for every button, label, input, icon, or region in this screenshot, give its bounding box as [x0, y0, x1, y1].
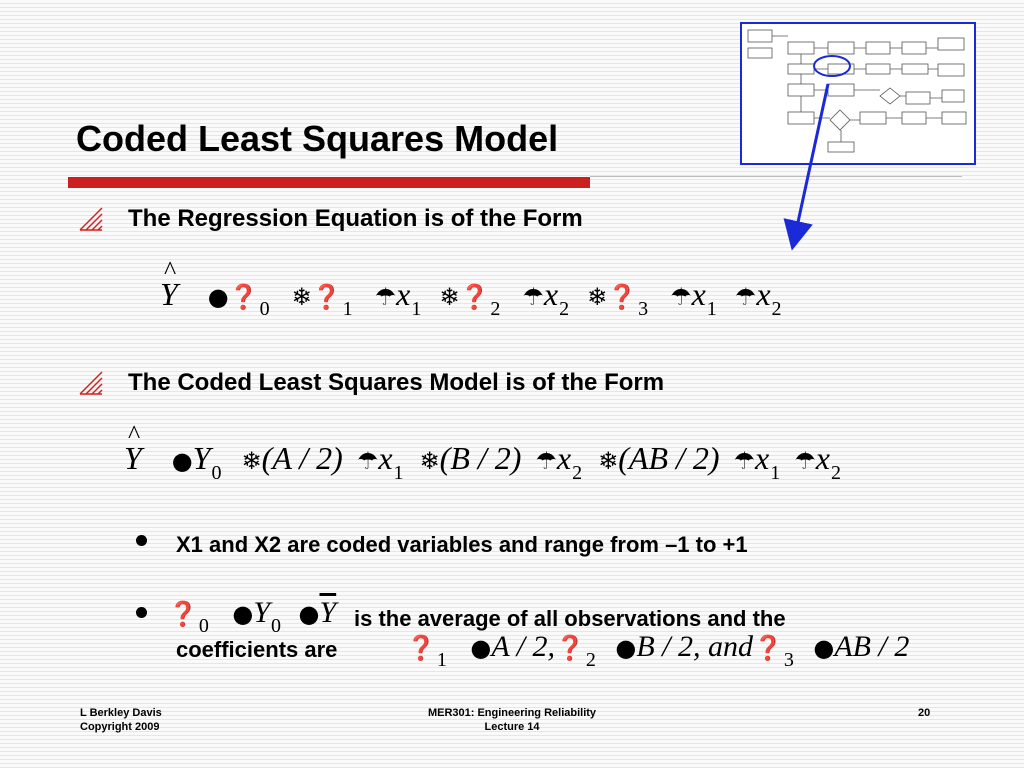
- flowchart-thumbnail-drawing: [742, 24, 974, 163]
- y0-term: Y: [253, 596, 271, 629]
- y-bar: $\overline{Y}$: [319, 596, 337, 629]
- beta-symbol-icon: ❓: [459, 283, 490, 311]
- times-symbol-icon: ☂: [356, 447, 379, 475]
- x-index-2: 2: [572, 462, 583, 484]
- b-half-and: B / 2, and: [636, 630, 753, 663]
- bullet-coded-model: The Coded Least Squares Model is of the Form: [128, 369, 665, 396]
- beta-symbol-icon: ❓: [168, 600, 198, 628]
- times-symbol-icon: ☂: [794, 447, 816, 475]
- title-divider-rule: [590, 176, 962, 177]
- x-index-1: 1: [393, 462, 404, 484]
- equals-symbol-icon: ●: [298, 600, 320, 628]
- flowchart-thumbnail: [740, 22, 976, 165]
- beta-symbol-icon: ❓: [311, 283, 342, 311]
- y0-term: Y: [192, 440, 211, 476]
- x-variable: x: [556, 440, 572, 476]
- y0-subscript: 0: [271, 615, 282, 637]
- index-3: 3: [638, 298, 649, 320]
- plus-symbol-icon: ❄: [241, 447, 262, 475]
- beta0-definition: [168, 596, 336, 638]
- beta-symbol-icon: ❓: [228, 283, 259, 311]
- hatch-bullet-icon: [78, 206, 104, 232]
- footer-course: [412, 706, 612, 734]
- beta-symbol-icon: ❓: [406, 634, 436, 662]
- sub-bullet-dot: [136, 607, 147, 618]
- a-half: A / 2,: [491, 630, 555, 663]
- times-symbol-icon: ☂: [734, 283, 757, 311]
- footer-copyright: Copyright 2009: [80, 721, 160, 733]
- equals-symbol-icon: ●: [207, 283, 229, 311]
- y-hat: ^ Y: [124, 440, 142, 477]
- x-variable: x: [756, 276, 771, 312]
- title-underline-bar: [68, 177, 590, 188]
- sub-bullet-average-text: is the average of all observations and the: [354, 606, 786, 631]
- times-symbol-icon: ☂: [522, 283, 544, 311]
- term-ab-half: (AB / 2): [618, 440, 720, 476]
- x-index-1: 1: [770, 462, 781, 484]
- x-index-2: 2: [830, 462, 841, 484]
- x-variable: x: [755, 440, 770, 476]
- footer-author: [80, 706, 162, 734]
- beta-symbol-icon: ❓: [554, 634, 585, 662]
- x-variable: x: [543, 276, 559, 312]
- times-symbol-icon: ☂: [670, 283, 692, 311]
- term-a-half: (A / 2): [261, 440, 343, 476]
- coefficients-definition: [406, 630, 909, 672]
- y0-subscript: 0: [211, 462, 222, 484]
- equals-symbol-icon: ●: [232, 600, 254, 628]
- x-index-2: 2: [559, 298, 570, 320]
- times-symbol-icon: ☂: [733, 447, 756, 475]
- plus-symbol-icon: ❄: [439, 283, 460, 311]
- index-0: 0: [259, 298, 270, 320]
- plus-symbol-icon: ❄: [598, 447, 619, 475]
- equals-symbol-icon: ●: [615, 634, 637, 662]
- x-variable: x: [815, 440, 830, 476]
- equals-symbol-icon: ●: [470, 634, 492, 662]
- y-hat: ^ Y: [160, 276, 178, 313]
- footer-author-name: L Berkley Davis: [80, 707, 162, 719]
- beta-symbol-icon: ❓: [607, 283, 638, 311]
- index-1: 1: [342, 298, 353, 320]
- equals-symbol-icon: ●: [171, 447, 193, 475]
- bullet-regression-equation: The Regression Equation is of the Form: [128, 205, 583, 232]
- term-b-half: (B / 2): [439, 440, 522, 476]
- times-symbol-icon: ☂: [374, 283, 397, 311]
- x-index-1: 1: [706, 298, 717, 320]
- index-0: 0: [198, 615, 209, 637]
- footer-lecture: Lecture 14: [484, 721, 540, 733]
- plus-symbol-icon: ❄: [587, 283, 608, 311]
- x-index-1: 1: [411, 298, 422, 320]
- x-variable: x: [378, 440, 393, 476]
- ab-half: AB / 2: [834, 630, 910, 663]
- coded-model-equation: [124, 440, 841, 485]
- index-3: 3: [783, 649, 794, 671]
- sub-bullet-coded-variables: X1 and X2 are coded variables and range from –1 to +1: [176, 532, 748, 557]
- footer-course-name: MER301: Engineering Reliability: [427, 707, 597, 719]
- times-symbol-icon: ☂: [535, 447, 557, 475]
- plus-symbol-icon: ❄: [291, 283, 312, 311]
- regression-equation: [160, 276, 782, 321]
- index-1: 1: [436, 649, 447, 671]
- beta-symbol-icon: ❓: [752, 634, 783, 662]
- slide-title: Coded Least Squares Model: [76, 118, 559, 159]
- index-2: 2: [490, 298, 501, 320]
- x-variable: x: [691, 276, 706, 312]
- index-2: 2: [585, 649, 596, 671]
- hatch-bullet-icon: [78, 370, 104, 396]
- sub-bullet-coefficients-text: coefficients are: [176, 637, 338, 662]
- sub-bullet-dot: [136, 535, 147, 546]
- x-variable: x: [396, 276, 411, 312]
- footer-page-number: 20: [918, 707, 931, 719]
- plus-symbol-icon: ❄: [419, 447, 440, 475]
- x-index-2: 2: [771, 298, 782, 320]
- equals-symbol-icon: ●: [813, 634, 835, 662]
